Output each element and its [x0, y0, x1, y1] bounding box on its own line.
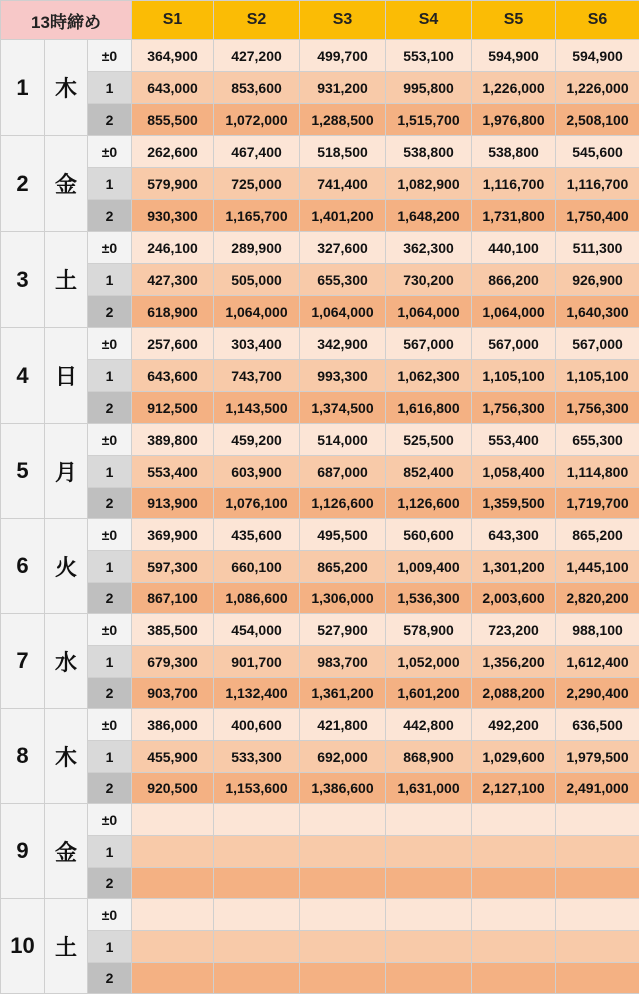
price-cell: 511,300	[556, 232, 639, 264]
price-cell: 1,731,800	[472, 200, 556, 232]
price-cell: 1,356,200	[472, 646, 556, 678]
price-cell: 852,400	[386, 456, 472, 488]
price-cell: 262,600	[132, 136, 214, 168]
price-cell: 692,000	[300, 741, 386, 773]
price-cell: 364,900	[132, 40, 214, 72]
price-cell	[300, 931, 386, 963]
price-cell: 2,290,400	[556, 678, 639, 709]
price-cell: 492,200	[472, 709, 556, 741]
price-cell: 1,105,100	[472, 360, 556, 392]
price-cell: 1,116,700	[472, 168, 556, 200]
table-title: 13時締め	[1, 1, 132, 40]
price-cell: 1,631,000	[386, 773, 472, 804]
weekday: 木	[45, 40, 88, 136]
table-row	[1, 392, 639, 424]
price-cell: 920,500	[132, 773, 214, 804]
price-cell	[556, 836, 639, 868]
price-cell: 993,300	[300, 360, 386, 392]
price-cell: 1,076,100	[214, 488, 300, 519]
day-number: 3	[1, 232, 45, 328]
price-cell: 442,800	[386, 709, 472, 741]
price-cell: 1,536,300	[386, 583, 472, 614]
price-cell: 1,143,500	[214, 392, 300, 424]
price-cell: 1,601,200	[386, 678, 472, 709]
price-cell	[556, 963, 639, 994]
level-label: 1	[88, 551, 132, 583]
table-row	[1, 709, 639, 741]
price-cell: 988,100	[556, 614, 639, 646]
price-cell: 995,800	[386, 72, 472, 104]
table-row	[1, 360, 639, 392]
table-row	[1, 200, 639, 232]
price-cell: 643,300	[472, 519, 556, 551]
price-cell	[132, 899, 214, 931]
price-cell: 1,401,200	[300, 200, 386, 232]
price-cell	[472, 868, 556, 899]
price-cell: 1,750,400	[556, 200, 639, 232]
level-label: ±0	[88, 424, 132, 456]
day-number: 5	[1, 424, 45, 519]
price-cell: 1,064,000	[300, 296, 386, 328]
price-cell: 1,359,500	[472, 488, 556, 519]
level-label: 2	[88, 583, 132, 614]
weekday: 火	[45, 519, 88, 614]
price-cell: 499,700	[300, 40, 386, 72]
price-cell: 853,600	[214, 72, 300, 104]
price-cell: 1,064,000	[386, 296, 472, 328]
price-cell: 257,600	[132, 328, 214, 360]
weekday: 日	[45, 328, 88, 424]
level-label: 1	[88, 360, 132, 392]
price-cell: 1,029,600	[472, 741, 556, 773]
price-cell: 901,700	[214, 646, 300, 678]
price-cell	[132, 963, 214, 994]
level-label: 1	[88, 741, 132, 773]
price-cell: 655,300	[556, 424, 639, 456]
price-cell: 1,105,100	[556, 360, 639, 392]
price-cell	[472, 836, 556, 868]
price-cell: 1,153,600	[214, 773, 300, 804]
price-cell	[386, 899, 472, 931]
price-cell: 1,082,900	[386, 168, 472, 200]
price-cell: 743,700	[214, 360, 300, 392]
price-cell: 855,500	[132, 104, 214, 136]
price-cell: 730,200	[386, 264, 472, 296]
table-row	[1, 804, 639, 836]
price-cell: 567,000	[556, 328, 639, 360]
table-row	[1, 232, 639, 264]
table-row	[1, 931, 639, 963]
table-row	[1, 264, 639, 296]
column-header: S5	[472, 1, 556, 40]
table-row	[1, 773, 639, 804]
price-cell: 1,226,000	[556, 72, 639, 104]
price-cell	[214, 868, 300, 899]
price-cell	[386, 931, 472, 963]
weekday: 水	[45, 614, 88, 709]
price-cell: 1,976,800	[472, 104, 556, 136]
price-cell: 1,072,000	[214, 104, 300, 136]
price-cell: 2,508,100	[556, 104, 639, 136]
weekday: 木	[45, 709, 88, 804]
price-cell: 1,445,100	[556, 551, 639, 583]
column-header: S2	[214, 1, 300, 40]
price-cell: 866,200	[472, 264, 556, 296]
price-cell: 553,100	[386, 40, 472, 72]
level-label: ±0	[88, 899, 132, 931]
price-cell: 930,300	[132, 200, 214, 232]
price-cell: 1,301,200	[472, 551, 556, 583]
price-cell: 603,900	[214, 456, 300, 488]
level-label: ±0	[88, 328, 132, 360]
price-cell: 1,009,400	[386, 551, 472, 583]
price-cell: 400,600	[214, 709, 300, 741]
price-cell: 931,200	[300, 72, 386, 104]
price-cell: 533,300	[214, 741, 300, 773]
price-cell: 427,200	[214, 40, 300, 72]
price-cell: 725,000	[214, 168, 300, 200]
price-cell: 1,361,200	[300, 678, 386, 709]
price-cell	[214, 963, 300, 994]
price-cell	[556, 804, 639, 836]
price-cell: 567,000	[386, 328, 472, 360]
price-cell: 1,126,600	[300, 488, 386, 519]
table-row	[1, 168, 639, 200]
price-cell: 636,500	[556, 709, 639, 741]
price-cell: 1,132,400	[214, 678, 300, 709]
day-number: 2	[1, 136, 45, 232]
price-cell	[556, 868, 639, 899]
column-header: S1	[132, 1, 214, 40]
column-header: S3	[300, 1, 386, 40]
day-number: 9	[1, 804, 45, 899]
level-label: 1	[88, 456, 132, 488]
price-cell: 1,126,600	[386, 488, 472, 519]
price-cell: 679,300	[132, 646, 214, 678]
price-cell: 427,300	[132, 264, 214, 296]
price-cell: 545,600	[556, 136, 639, 168]
price-cell: 1,386,600	[300, 773, 386, 804]
level-label: 2	[88, 296, 132, 328]
price-cell: 1,640,300	[556, 296, 639, 328]
price-cell: 2,491,000	[556, 773, 639, 804]
price-cell: 467,400	[214, 136, 300, 168]
price-cell	[132, 868, 214, 899]
price-cell: 597,300	[132, 551, 214, 583]
price-cell: 567,000	[472, 328, 556, 360]
price-cell	[472, 963, 556, 994]
level-label: 1	[88, 836, 132, 868]
day-number: 7	[1, 614, 45, 709]
price-cell: 518,500	[300, 136, 386, 168]
column-header: S4	[386, 1, 472, 40]
price-cell: 926,900	[556, 264, 639, 296]
level-label: 1	[88, 931, 132, 963]
table-row	[1, 72, 639, 104]
price-cell: 1,306,000	[300, 583, 386, 614]
level-label: ±0	[88, 136, 132, 168]
price-cell	[472, 804, 556, 836]
level-label: 2	[88, 488, 132, 519]
price-cell: 421,800	[300, 709, 386, 741]
level-label: 2	[88, 678, 132, 709]
price-cell: 1,616,800	[386, 392, 472, 424]
price-cell	[132, 804, 214, 836]
price-cell: 327,600	[300, 232, 386, 264]
level-label: ±0	[88, 40, 132, 72]
table-row	[1, 678, 639, 709]
price-cell	[214, 931, 300, 963]
table-body	[1, 40, 639, 994]
price-cell: 660,100	[214, 551, 300, 583]
price-cell: 2,088,200	[472, 678, 556, 709]
price-cell: 385,500	[132, 614, 214, 646]
price-cell: 1,756,300	[556, 392, 639, 424]
price-cell: 1,052,000	[386, 646, 472, 678]
price-cell	[472, 931, 556, 963]
day-number: 10	[1, 899, 45, 994]
price-cell	[386, 868, 472, 899]
price-cell: 618,900	[132, 296, 214, 328]
price-cell	[214, 836, 300, 868]
price-cell	[300, 868, 386, 899]
level-label: 1	[88, 264, 132, 296]
price-cell	[132, 931, 214, 963]
price-cell: 246,100	[132, 232, 214, 264]
price-cell: 1,979,500	[556, 741, 639, 773]
table-row	[1, 519, 639, 551]
price-cell	[472, 899, 556, 931]
day-number: 6	[1, 519, 45, 614]
weekday: 金	[45, 804, 88, 899]
price-cell: 1,086,600	[214, 583, 300, 614]
table-row	[1, 488, 639, 519]
price-cell: 389,800	[132, 424, 214, 456]
level-label: 2	[88, 104, 132, 136]
table-row	[1, 296, 639, 328]
price-cell: 440,100	[472, 232, 556, 264]
price-cell	[386, 963, 472, 994]
level-label: 2	[88, 963, 132, 994]
price-cell: 594,900	[472, 40, 556, 72]
price-cell: 454,000	[214, 614, 300, 646]
price-cell: 1,058,400	[472, 456, 556, 488]
weekday: 金	[45, 136, 88, 232]
price-cell: 495,500	[300, 519, 386, 551]
price-cell: 913,900	[132, 488, 214, 519]
table-row	[1, 868, 639, 899]
price-cell: 1,288,500	[300, 104, 386, 136]
price-cell: 538,800	[386, 136, 472, 168]
day-number: 8	[1, 709, 45, 804]
table-row	[1, 424, 639, 456]
price-cell: 1,062,300	[386, 360, 472, 392]
price-cell: 435,600	[214, 519, 300, 551]
level-label: 1	[88, 72, 132, 104]
day-number: 4	[1, 328, 45, 424]
price-cell: 687,000	[300, 456, 386, 488]
level-label: ±0	[88, 232, 132, 264]
price-cell: 369,900	[132, 519, 214, 551]
weekday: 土	[45, 232, 88, 328]
table-row	[1, 104, 639, 136]
level-label: ±0	[88, 519, 132, 551]
price-cell	[214, 804, 300, 836]
weekday: 土	[45, 899, 88, 994]
price-cell	[132, 836, 214, 868]
price-cell: 505,000	[214, 264, 300, 296]
price-cell	[556, 931, 639, 963]
day-number: 1	[1, 40, 45, 136]
price-cell: 1,064,000	[472, 296, 556, 328]
price-cell: 1,116,700	[556, 168, 639, 200]
price-cell: 386,000	[132, 709, 214, 741]
price-cell: 1,374,500	[300, 392, 386, 424]
price-cell	[300, 899, 386, 931]
price-cell: 527,900	[300, 614, 386, 646]
price-cell: 525,500	[386, 424, 472, 456]
price-cell: 1,165,700	[214, 200, 300, 232]
table-row	[1, 328, 639, 360]
price-cell: 289,900	[214, 232, 300, 264]
price-cell: 655,300	[300, 264, 386, 296]
table-row	[1, 614, 639, 646]
level-label: 2	[88, 392, 132, 424]
price-cell: 643,600	[132, 360, 214, 392]
price-cell: 1,612,400	[556, 646, 639, 678]
level-label: ±0	[88, 804, 132, 836]
table-row	[1, 741, 639, 773]
price-cell	[300, 804, 386, 836]
price-cell: 912,500	[132, 392, 214, 424]
price-cell: 560,600	[386, 519, 472, 551]
price-cell: 983,700	[300, 646, 386, 678]
price-cell: 514,000	[300, 424, 386, 456]
price-cell: 538,800	[472, 136, 556, 168]
price-cell: 1,756,300	[472, 392, 556, 424]
price-cell: 1,515,700	[386, 104, 472, 136]
table-row	[1, 136, 639, 168]
level-label: 1	[88, 168, 132, 200]
header-row	[1, 1, 639, 40]
price-cell: 1,719,700	[556, 488, 639, 519]
price-cell	[556, 899, 639, 931]
price-cell: 1,114,800	[556, 456, 639, 488]
price-cell: 1,226,000	[472, 72, 556, 104]
price-cell: 553,400	[472, 424, 556, 456]
table-row	[1, 551, 639, 583]
price-cell	[386, 804, 472, 836]
price-cell: 643,000	[132, 72, 214, 104]
table-row	[1, 836, 639, 868]
price-cell: 868,900	[386, 741, 472, 773]
price-cell: 2,003,600	[472, 583, 556, 614]
price-cell: 867,100	[132, 583, 214, 614]
level-label: 2	[88, 773, 132, 804]
price-cell	[214, 899, 300, 931]
price-cell: 1,648,200	[386, 200, 472, 232]
price-cell	[300, 963, 386, 994]
level-label: 1	[88, 646, 132, 678]
price-cell: 1,064,000	[214, 296, 300, 328]
price-cell: 578,900	[386, 614, 472, 646]
price-cell: 741,400	[300, 168, 386, 200]
table-row	[1, 899, 639, 931]
price-cell: 459,200	[214, 424, 300, 456]
price-cell: 579,900	[132, 168, 214, 200]
price-cell: 553,400	[132, 456, 214, 488]
price-cell: 2,127,100	[472, 773, 556, 804]
level-label: ±0	[88, 614, 132, 646]
level-label: ±0	[88, 709, 132, 741]
price-cell: 342,900	[300, 328, 386, 360]
level-label: 2	[88, 868, 132, 899]
price-cell	[386, 836, 472, 868]
price-cell: 723,200	[472, 614, 556, 646]
column-header: S6	[556, 1, 639, 40]
weekday: 月	[45, 424, 88, 519]
price-cell: 865,200	[556, 519, 639, 551]
price-cell	[300, 836, 386, 868]
level-label: 2	[88, 200, 132, 232]
price-cell: 455,900	[132, 741, 214, 773]
table-row	[1, 456, 639, 488]
price-cell: 2,820,200	[556, 583, 639, 614]
table-row	[1, 583, 639, 614]
table-row	[1, 646, 639, 678]
table-row	[1, 40, 639, 72]
price-cell: 594,900	[556, 40, 639, 72]
price-cell: 865,200	[300, 551, 386, 583]
table-row	[1, 963, 639, 994]
price-cell: 362,300	[386, 232, 472, 264]
price-cell: 303,400	[214, 328, 300, 360]
price-cell: 903,700	[132, 678, 214, 709]
